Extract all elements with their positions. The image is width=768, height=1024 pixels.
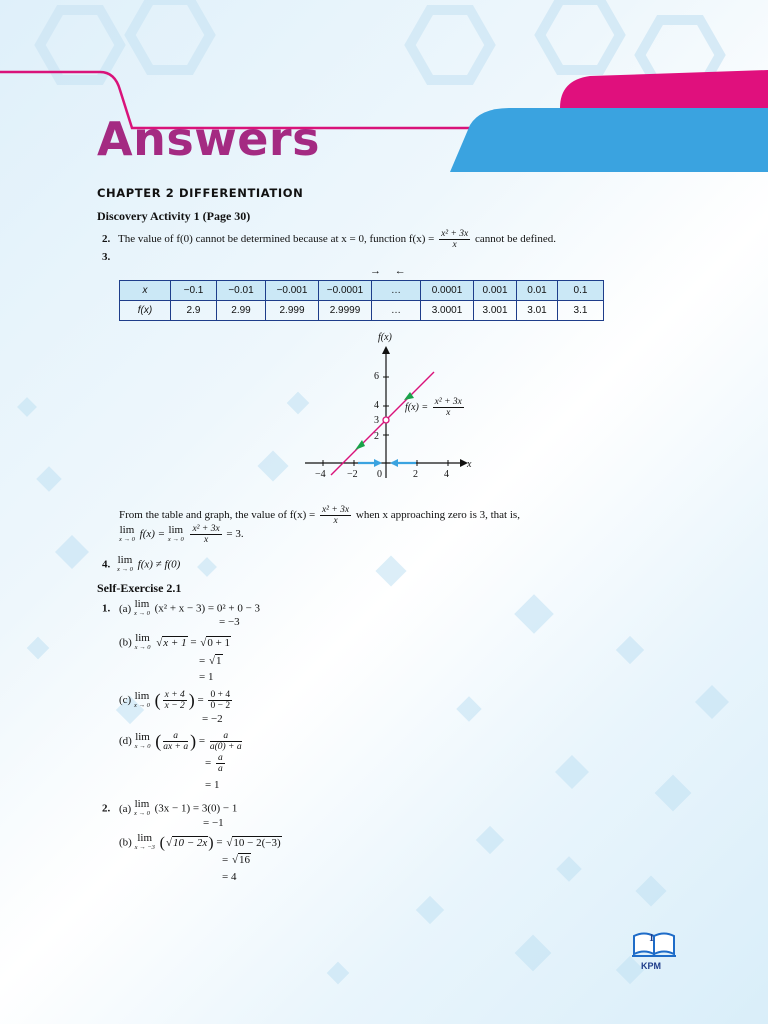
x-tick-label: 4 (444, 469, 449, 480)
result-line: = −1 (203, 817, 224, 829)
table-cell: −0.1 (171, 281, 217, 301)
chapter-heading: CHAPTER 2 DIFFERENTIATION (97, 186, 304, 200)
function-label: f(x) = $\frac{\text{x² + 3x}}{x}$ (405, 397, 462, 418)
exercise-1c: (c) lim x → 0 ( $\frac{x + 4}{x - 2}$ ) = $\frac{0 + 4}{0 - 2}$ (119, 689, 231, 711)
result-line: = √ 16 (222, 854, 251, 867)
table-cell: 0.1 (558, 281, 604, 301)
book-logo-icon (630, 928, 680, 958)
exercise-2b: (b) lim x → −3 (√ 10 − 2x) = √ 10 − 2(−3) (119, 834, 282, 852)
x-tick-label: 0 (377, 469, 382, 480)
blue-arrow-icon (374, 459, 382, 467)
table-cell: … (372, 301, 421, 321)
table-row (120, 281, 604, 301)
blue-arrow-icon (390, 459, 398, 467)
exercise-1d: (d) lim x → 0 ( $\frac{a}{ax + a}$ ) = $\frac{a}{a(0) + a}$ (119, 730, 242, 752)
table-cell: 2.9999 (319, 301, 372, 321)
y-axis-label: f(x) (378, 332, 392, 343)
table-cell: −0.0001 (319, 281, 372, 301)
table-cell: 3.0001 (421, 301, 474, 321)
y-tick-label: 6 (374, 371, 379, 382)
question-4: 4. lim x → 0 f(x) ≠ f(0) (102, 554, 181, 573)
result-line: = 4 (222, 871, 237, 883)
x-axis-label: x (467, 459, 472, 470)
table-row (120, 301, 604, 321)
publisher-label: KPM (641, 961, 661, 971)
green-arrow-icon (355, 440, 365, 450)
exercise-1b: (b) lim x → 0 √ x + 1 = √ 0 + 1 (119, 634, 231, 652)
table-cell: 3.1 (558, 301, 604, 321)
y-tick-label: 4 (374, 400, 379, 411)
y-tick-label: 3 (374, 415, 379, 426)
table-cell: −0.01 (217, 281, 266, 301)
table-cell: f(x) (120, 301, 171, 321)
page-title: Answers (97, 112, 320, 166)
table-cell: 3.01 (517, 301, 558, 321)
x-tick-label: −4 (315, 469, 326, 480)
page-number: 1 (649, 933, 654, 944)
question-2-text (102, 229, 556, 250)
fraction: $\frac{\text{x² + 3x}}{x}$ (441, 229, 469, 250)
table-cell: 2.999 (266, 301, 319, 321)
table-cell: 2.9 (171, 301, 217, 321)
limit-statement: lim x → 0 f(x) = lim x → 0 $\frac{\text{x² + 3x}}{x}$ = 3. (119, 523, 244, 545)
table-cell: −0.001 (266, 281, 319, 301)
x-tick-label: 2 (413, 469, 418, 480)
table-cell: 0.0001 (421, 281, 474, 301)
result-line: = 1 (205, 779, 220, 791)
discovery-heading: Discovery Activity 1 (Page 30) (97, 209, 251, 223)
function-line (331, 372, 434, 475)
approach-arrows: → ← (370, 265, 406, 277)
result-line: = $\frac{a}{a}$ (205, 753, 223, 774)
result-line: = √ 1 (199, 655, 223, 668)
table-cell: 0.001 (474, 281, 517, 301)
result-line: = −2 (202, 713, 223, 725)
values-table (119, 280, 604, 321)
conclusion-text: From the table and graph, the value of f(x) = $\frac{\text{x² + 3x}}{x}$ when x approaching zero is 3, that is, (119, 505, 520, 526)
table-cell: 0.01 (517, 281, 558, 301)
hole-point (383, 417, 389, 423)
table-cell: 3.001 (474, 301, 517, 321)
exercise-1a: 1. (a) lim x → 0 (x² + x − 3) = 0² + 0 − 3 (102, 598, 261, 617)
question-text: The value of f(0) cannot be determined because at x = 0, function f(x) = (118, 233, 435, 246)
y-axis-arrow-icon (382, 346, 390, 354)
y-tick-label: 2 (374, 431, 379, 442)
result-line: = 1 (199, 671, 214, 683)
table-cell: x (120, 281, 171, 301)
question-number: 2. (102, 233, 111, 246)
result-line: = −3 (219, 616, 240, 628)
question-number: 3. (102, 251, 111, 263)
self-exercise-heading: Self-Exercise 2.1 (97, 581, 182, 595)
question-text: cannot be defined. (475, 233, 556, 246)
exercise-2a: 2. (a) lim x → 0 (3x − 1) = 3(0) − 1 (102, 798, 238, 817)
table-cell: 2.99 (217, 301, 266, 321)
x-tick-label: −2 (347, 469, 358, 480)
table-cell: … (372, 281, 421, 301)
